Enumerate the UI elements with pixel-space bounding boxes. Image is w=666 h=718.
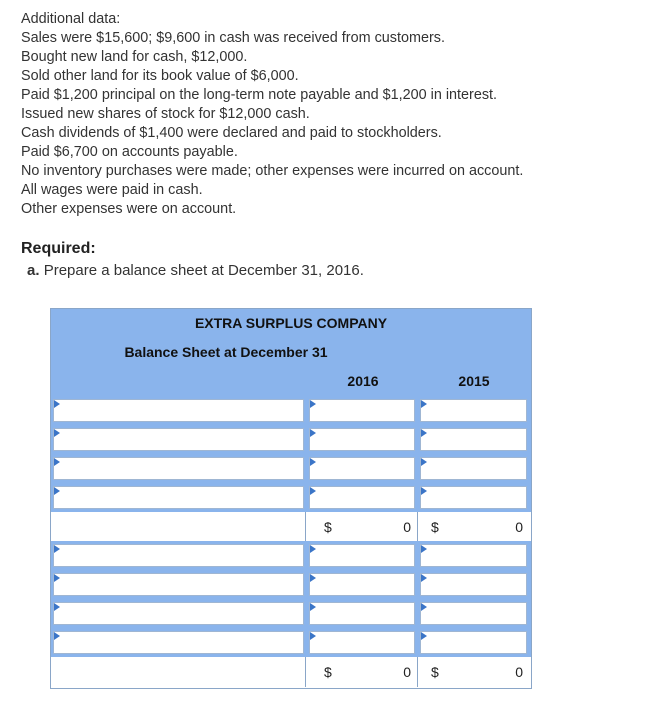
additional-line: Issued new shares of stock for $12,000 cash. [21, 106, 310, 122]
amount-2016-input[interactable] [309, 457, 415, 480]
company-name: EXTRA SURPLUS COMPANY [194, 315, 388, 331]
dropdown-marker-icon [421, 458, 427, 466]
dropdown-marker-icon [421, 632, 427, 640]
dropdown-marker-icon [54, 429, 60, 437]
dropdown-marker-icon [421, 574, 427, 582]
total-2015-value: 0 [515, 664, 523, 680]
amount-2016-input[interactable] [309, 544, 415, 567]
input-row [51, 628, 531, 657]
amount-2015-input[interactable] [420, 399, 527, 422]
subtitle-header-row [51, 338, 531, 368]
additional-line: Other expenses were on account. [21, 201, 237, 217]
dropdown-marker-icon [310, 400, 316, 408]
amount-2016-input[interactable] [309, 399, 415, 422]
additional-data [21, 10, 523, 219]
total-2016-value: 0 [403, 664, 411, 680]
amount-2016-input[interactable] [309, 428, 415, 451]
dropdown-marker-icon [54, 603, 60, 611]
company-header-row [51, 309, 531, 339]
dropdown-marker-icon [54, 458, 60, 466]
account-dropdown[interactable] [53, 486, 304, 509]
required-heading: Required: [21, 240, 96, 257]
input-row [51, 454, 531, 483]
account-dropdown[interactable] [53, 428, 304, 451]
dropdown-marker-icon [54, 400, 60, 408]
additional-line: Sold other land for its book value of $6,000. [21, 68, 299, 84]
dropdown-marker-icon [310, 458, 316, 466]
amount-2015-input[interactable] [420, 457, 527, 480]
total-2015-value: 0 [515, 519, 523, 535]
input-row [51, 599, 531, 628]
year-2016-header: 2016 [347, 373, 379, 389]
account-dropdown[interactable] [53, 573, 304, 596]
amount-2015-input[interactable] [420, 486, 527, 509]
amount-2016-input[interactable] [309, 631, 415, 654]
amount-2015-input[interactable] [420, 428, 527, 451]
amount-2015-input[interactable] [420, 602, 527, 625]
currency-symbol: $ [324, 519, 332, 535]
account-dropdown[interactable] [53, 631, 304, 654]
amount-2015-input[interactable] [420, 544, 527, 567]
additional-line: Sales were $15,600; $9,600 in cash was received from customers. [21, 30, 445, 46]
dropdown-marker-icon [421, 487, 427, 495]
additional-line: Paid $6,700 on accounts payable. [21, 144, 238, 160]
dropdown-marker-icon [54, 574, 60, 582]
dropdown-marker-icon [54, 632, 60, 640]
currency-symbol: $ [431, 664, 439, 680]
dropdown-marker-icon [310, 487, 316, 495]
input-row [51, 425, 531, 454]
additional-line: Bought new land for cash, $12,000. [21, 49, 248, 65]
currency-symbol: $ [431, 519, 439, 535]
amount-2015-input[interactable] [420, 631, 527, 654]
total-row [51, 657, 531, 687]
additional-title: Additional data: [21, 11, 121, 27]
input-row [51, 541, 531, 570]
dropdown-marker-icon [310, 574, 316, 582]
dropdown-marker-icon [54, 545, 60, 553]
dropdown-marker-icon [310, 429, 316, 437]
amount-2016-input[interactable] [309, 602, 415, 625]
additional-line: All wages were paid in cash. [21, 182, 203, 198]
amount-2016-input[interactable] [309, 486, 415, 509]
account-dropdown[interactable] [53, 457, 304, 480]
sheet-subtitle: Balance Sheet at December 31 [124, 344, 328, 360]
input-row [51, 483, 531, 512]
dropdown-marker-icon [421, 603, 427, 611]
account-dropdown[interactable] [53, 544, 304, 567]
input-row [51, 396, 531, 425]
year-2015-header: 2015 [458, 373, 490, 389]
additional-line: No inventory purchases were made; other expenses were incurred on account. [21, 163, 524, 179]
dropdown-marker-icon [421, 545, 427, 553]
input-row [51, 570, 531, 599]
dropdown-marker-icon [310, 603, 316, 611]
additional-line: Paid $1,200 principal on the long-term note payable and $1,200 in interest. [21, 87, 498, 103]
additional-line: Cash dividends of $1,400 were declared and paid to stockholders. [21, 125, 442, 141]
currency-symbol: $ [324, 664, 332, 680]
dropdown-marker-icon [421, 429, 427, 437]
amount-2015-input[interactable] [420, 573, 527, 596]
account-dropdown[interactable] [53, 602, 304, 625]
amount-2016-input[interactable] [309, 573, 415, 596]
dropdown-marker-icon [310, 545, 316, 553]
dropdown-marker-icon [421, 400, 427, 408]
total-2016-value: 0 [403, 519, 411, 535]
required-item-letter: a. [27, 262, 40, 279]
required-item-a [27, 262, 364, 279]
account-dropdown[interactable] [53, 399, 304, 422]
dropdown-marker-icon [310, 632, 316, 640]
total-row [51, 512, 531, 541]
dropdown-marker-icon [54, 487, 60, 495]
required-item-text: Prepare a balance sheet at December 31, 2016. [43, 262, 364, 279]
balance-sheet-table [50, 308, 532, 689]
year-header-row [51, 367, 531, 397]
